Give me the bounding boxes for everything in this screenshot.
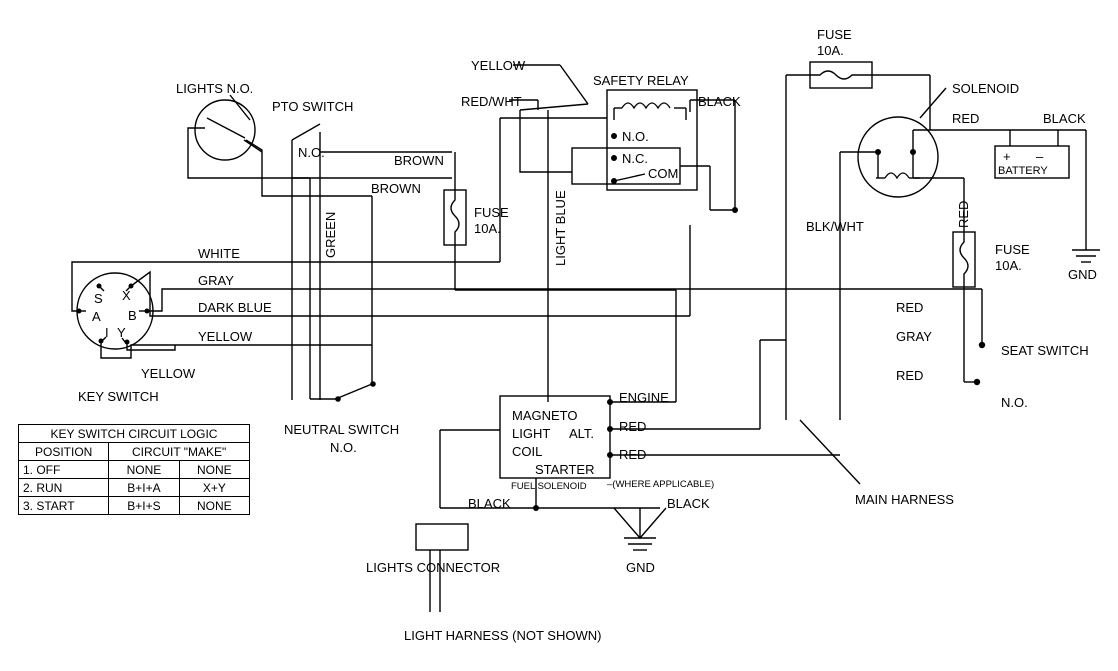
logic-table-title: KEY SWITCH CIRCUIT LOGIC — [19, 425, 250, 443]
label-key-terminal-a: A — [92, 309, 101, 324]
logic-row-0-position: 1. OFF — [19, 461, 109, 479]
table-row — [19, 479, 250, 497]
label-relay-no: N.O. — [622, 129, 649, 144]
label-light-harness: LIGHT HARNESS (NOT SHOWN) — [404, 628, 602, 643]
label-red-starter: RED — [619, 447, 647, 462]
label-main-harness: MAIN HARNESS — [855, 492, 954, 507]
label-relay-com: COM — [648, 166, 679, 181]
label-red-vert: RED — [956, 200, 971, 228]
label-coil: COIL — [512, 444, 543, 459]
table-row — [19, 461, 250, 479]
logic-row-0-make-b: NONE — [179, 461, 249, 479]
label-red-battery: RED — [952, 111, 980, 126]
label-battery-plus: + — [1003, 149, 1011, 164]
logic-row-2-make-b: NONE — [179, 497, 249, 515]
logic-table-header-circuit: CIRCUIT "MAKE" — [109, 443, 250, 461]
label-key-terminal-b: B — [128, 308, 137, 323]
label-seat-switch: SEAT SWITCH — [1001, 343, 1089, 358]
label-light-blue: LIGHT BLUE — [553, 190, 568, 266]
label-black-relay: BLACK — [698, 94, 741, 109]
label-red-wht: RED/WHT — [461, 94, 522, 109]
label-fuse-amp-right: 10A. — [995, 258, 1022, 273]
logic-row-2-position: 3. START — [19, 497, 109, 515]
logic-row-1-make-b: X+Y — [179, 479, 249, 497]
label-gray-key: GRAY — [198, 273, 234, 288]
label-battery: BATTERY — [998, 165, 1048, 177]
label-red-alt: RED — [619, 419, 647, 434]
label-white: WHITE — [198, 246, 240, 261]
label-no-pto: N.O. — [298, 145, 325, 160]
logic-table-header-position: POSITION — [19, 443, 109, 461]
label-pto-switch: PTO SWITCH — [272, 99, 354, 114]
label-yellow-key: YELLOW — [198, 329, 253, 344]
label-dark-blue: DARK BLUE — [198, 300, 272, 315]
label-fuse-right: FUSE — [995, 242, 1030, 257]
label-green: GREEN — [323, 211, 338, 258]
label-neutral-switch: NEUTRAL SWITCH — [284, 422, 400, 437]
label-relay-nc: N.C. — [622, 151, 648, 166]
label-safety-relay: SAFETY RELAY — [593, 73, 689, 88]
label-black-battery: BLACK — [1043, 111, 1086, 126]
label-brown-1: BROWN — [394, 153, 444, 168]
label-key-switch: KEY SWITCH — [78, 389, 159, 404]
label-key-terminal-i: I — [105, 325, 109, 340]
label-where-applicable: –(WHERE APPLICABLE) — [607, 479, 715, 490]
label-battery-minus: – — [1036, 149, 1044, 164]
label-magneto: MAGNETO — [512, 408, 578, 423]
label-fuel-solenoid: FUEL SOLENOID — [511, 481, 587, 492]
table-row — [19, 497, 250, 515]
label-yellow-top: YELLOW — [471, 58, 526, 73]
label-lights-no: LIGHTS N.O. — [176, 81, 254, 96]
logic-row-2-make-a: B+I+S — [109, 497, 179, 515]
label-fuse-topright: FUSE — [817, 27, 852, 42]
label-red-right-2: RED — [896, 368, 924, 383]
label-black-gnd: BLACK — [667, 496, 710, 511]
label-blk-wht: BLK/WHT — [806, 219, 864, 234]
logic-row-1-make-a: B+I+A — [109, 479, 179, 497]
label-lights-connector: LIGHTS CONNECTOR — [366, 560, 501, 575]
label-no-seat: N.O. — [1001, 395, 1028, 410]
logic-row-1-position: 2. RUN — [19, 479, 109, 497]
label-engine: ENGINE — [619, 390, 669, 405]
label-brown-2: BROWN — [371, 181, 421, 196]
label-light: LIGHT — [512, 426, 551, 441]
label-key-terminal-s: S — [94, 291, 103, 306]
key-switch-logic-table — [18, 424, 250, 515]
logic-table-header-row — [19, 443, 250, 461]
label-gray-right: GRAY — [896, 329, 932, 344]
label-solenoid: SOLENOID — [952, 81, 1020, 96]
label-fuse-amp-topright: 10A. — [817, 43, 844, 58]
label-fuse-center: FUSE — [474, 205, 509, 220]
logic-table-title-row — [19, 425, 250, 443]
label-alt: ALT. — [569, 426, 595, 441]
label-no-neutral: N.O. — [330, 440, 357, 455]
label-red-right-1: RED — [896, 300, 924, 315]
label-black-lights: BLACK — [468, 496, 511, 511]
label-key-terminal-x: X — [122, 288, 131, 303]
label-gnd-battery: GND — [1068, 267, 1097, 282]
label-fuse-amp-center: 10A. — [474, 221, 501, 236]
logic-row-0-make-a: NONE — [109, 461, 179, 479]
label-gnd-engine: GND — [626, 560, 655, 575]
label-yellow-keyswitch: YELLOW — [141, 366, 196, 381]
label-key-terminal-y: Y — [117, 325, 126, 340]
label-starter: STARTER — [535, 462, 595, 477]
